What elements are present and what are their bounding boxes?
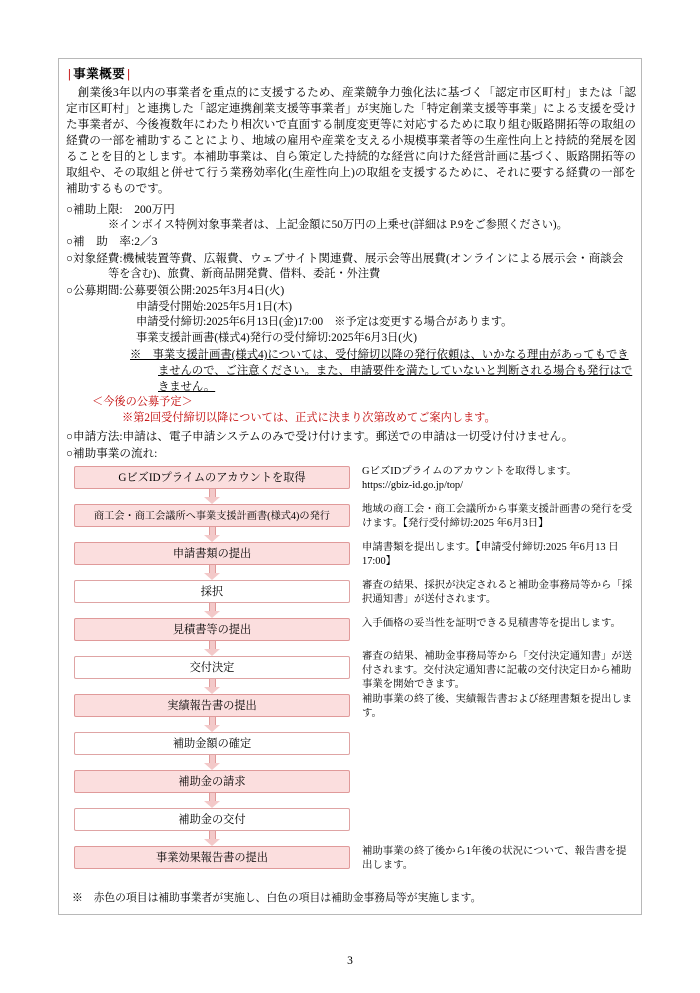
application-start-line: 申請受付開始:2025年5月1日(木)	[136, 300, 292, 313]
flow-box-claim: 補助金の請求	[74, 770, 350, 793]
flow-step-6	[66, 651, 636, 694]
section-heading	[66, 64, 636, 82]
heading-text: 事業概要	[73, 67, 126, 81]
flow-box-amount-confirm: 補助金額の確定	[74, 732, 350, 755]
overview-paragraph: 創業後3年以内の事業者を重点的に支援するため、産業競争力強化法に基づく「認定市区町村」または「認定市区町村」と連携した「認定連携創業支援等事業者」が実施した「特定創業支援等事業」による支援を受けた事業者が、今後複数年にわたり相次いで直面する制度変更等に対応するために取り組む販路開拓等の取組の経費の一部を補助することにより、地域の雇用や産業を支える小規模事業者等の生産性向上と持続的発展を図ることを目的とします。本補助事業は、自ら策定した持続的な経営に向けた経営計画に基づく、販路開拓等の取組や、その取組と併せて行う業務効率化(生産性向上)の取組を支援するために、それに要する経費の一部を補助するものです。	[66, 86, 636, 195]
flow-note-1-line1: GビズIDプライムのアカウントを取得します。	[362, 466, 577, 478]
flow-box-gbiz-account: GビズIDプライムのアカウントを取得	[74, 466, 350, 489]
flow-note-4: 審査の結果、採択が決定されると補助金事務局等から「採択通知書」が送付されます。	[362, 580, 633, 605]
eligible-expenses-line-2: 等を含む)、旅費、新商品開発費、借料、委託・外注費	[108, 268, 381, 281]
flow-box-support-plan: 商工会・商工会議所へ事業支援計画書(様式4)の発行	[74, 504, 350, 527]
flow-step-3	[66, 542, 636, 580]
flow-step-11	[66, 846, 636, 884]
flow-box-performance-report: 実績報告書の提出	[74, 694, 350, 717]
flow-box-payment: 補助金の交付	[74, 808, 350, 831]
flow-box-grant-decision: 交付決定	[74, 656, 350, 679]
flow-box-estimate: 見積書等の提出	[74, 618, 350, 641]
flow-note-5: 入手価格の妥当性を証明できる見積書等を提出します。	[362, 618, 621, 630]
flow-note-1	[362, 465, 634, 492]
support-plan-warning: ※ 事業支援計画書(様式4)については、受付締切以降の発行依頼は、いかなる理由があってもできませんので、ご注意ください。また、申請要件を満たしていないと判断される場合も発行はできません。	[130, 349, 633, 394]
application-period-line: ○公募期間:公募要領公開:2025年3月4日(火)	[66, 284, 285, 298]
flow-note-3: 申請書類を提出します。【申請受付締切:2025 年6月13 日 17:00】	[362, 542, 619, 567]
document-content	[66, 64, 636, 905]
flow-step-10	[66, 808, 636, 846]
flow-note-2: 地域の商工会・商工会議所から事業支援計画書の発行を受けます。【発行受付締切:2025 年6月3日】	[362, 504, 633, 529]
flow-step-9	[66, 770, 636, 808]
application-method-line: ○申請方法:申請は、電子申請システムのみで受け付けます。郵送での申請は一切受け付けません。	[66, 430, 574, 444]
flow-intro-line: ○補助事業の流れ:	[66, 446, 158, 460]
flow-step-8	[66, 732, 636, 770]
subsidy-rate-line: ○補 助 率:2／3	[66, 235, 158, 249]
page-number: 3	[347, 955, 353, 967]
flow-step-1	[66, 466, 636, 504]
flow-note-6: 審査の結果、補助金事務局等から「交付決定通知書」が送付されます。交付決定通知書に記載の交付決定日から補助事業を開始できます。	[362, 651, 633, 690]
flow-note-1-line2: https://gbiz-id.go.jp/top/	[362, 479, 464, 491]
flow-footnote: ※ 赤色の項目は補助事業者が実施し、白色の項目は補助金事務局等が実施します。	[72, 892, 482, 905]
invoice-note-line: ※インボイス特例対象事業者は、上記金額に50万円の上乗せ(詳細は P.9をご参照ください)。	[108, 219, 568, 232]
eligible-expenses-line: ○対象経費:機械装置等費、広報費、ウェブサイト関連費、展示会等出展費(オンラインによる展示会・商談会	[66, 251, 624, 265]
application-deadline-line: 申請受付締切:2025年6月13日(金)17:00 ※予定は変更する場合があります。	[136, 316, 513, 329]
future-call-note: ※第2回受付締切以降については、正式に決まり次第改めてご案内します。	[122, 412, 496, 425]
flow-step-2	[66, 504, 636, 542]
flow-box-effect-report: 事業効果報告書の提出	[74, 846, 350, 869]
process-flow-chart	[66, 466, 636, 905]
flow-step-7	[66, 694, 636, 732]
support-plan-deadline-line: 事業支援計画書(様式4)発行の受付締切:2025年6月3日(火)	[136, 332, 417, 345]
flow-box-adoption: 採択	[74, 580, 350, 603]
heading-bar-left: |	[68, 67, 72, 81]
future-call-heading: ＜今後の公募予定＞	[92, 396, 193, 409]
heading-bar-right: |	[127, 67, 131, 81]
flow-box-submit-application: 申請書類の提出	[74, 542, 350, 565]
flow-note-7: 補助事業の終了後、実績報告書および経理書類を提出します。	[362, 694, 633, 719]
subsidy-limit-line: ○補助上限: 200万円	[66, 202, 175, 216]
flow-step-4	[66, 580, 636, 618]
flow-note-11: 補助事業の終了後から1年後の状況について、報告書を提出します。	[362, 846, 627, 871]
